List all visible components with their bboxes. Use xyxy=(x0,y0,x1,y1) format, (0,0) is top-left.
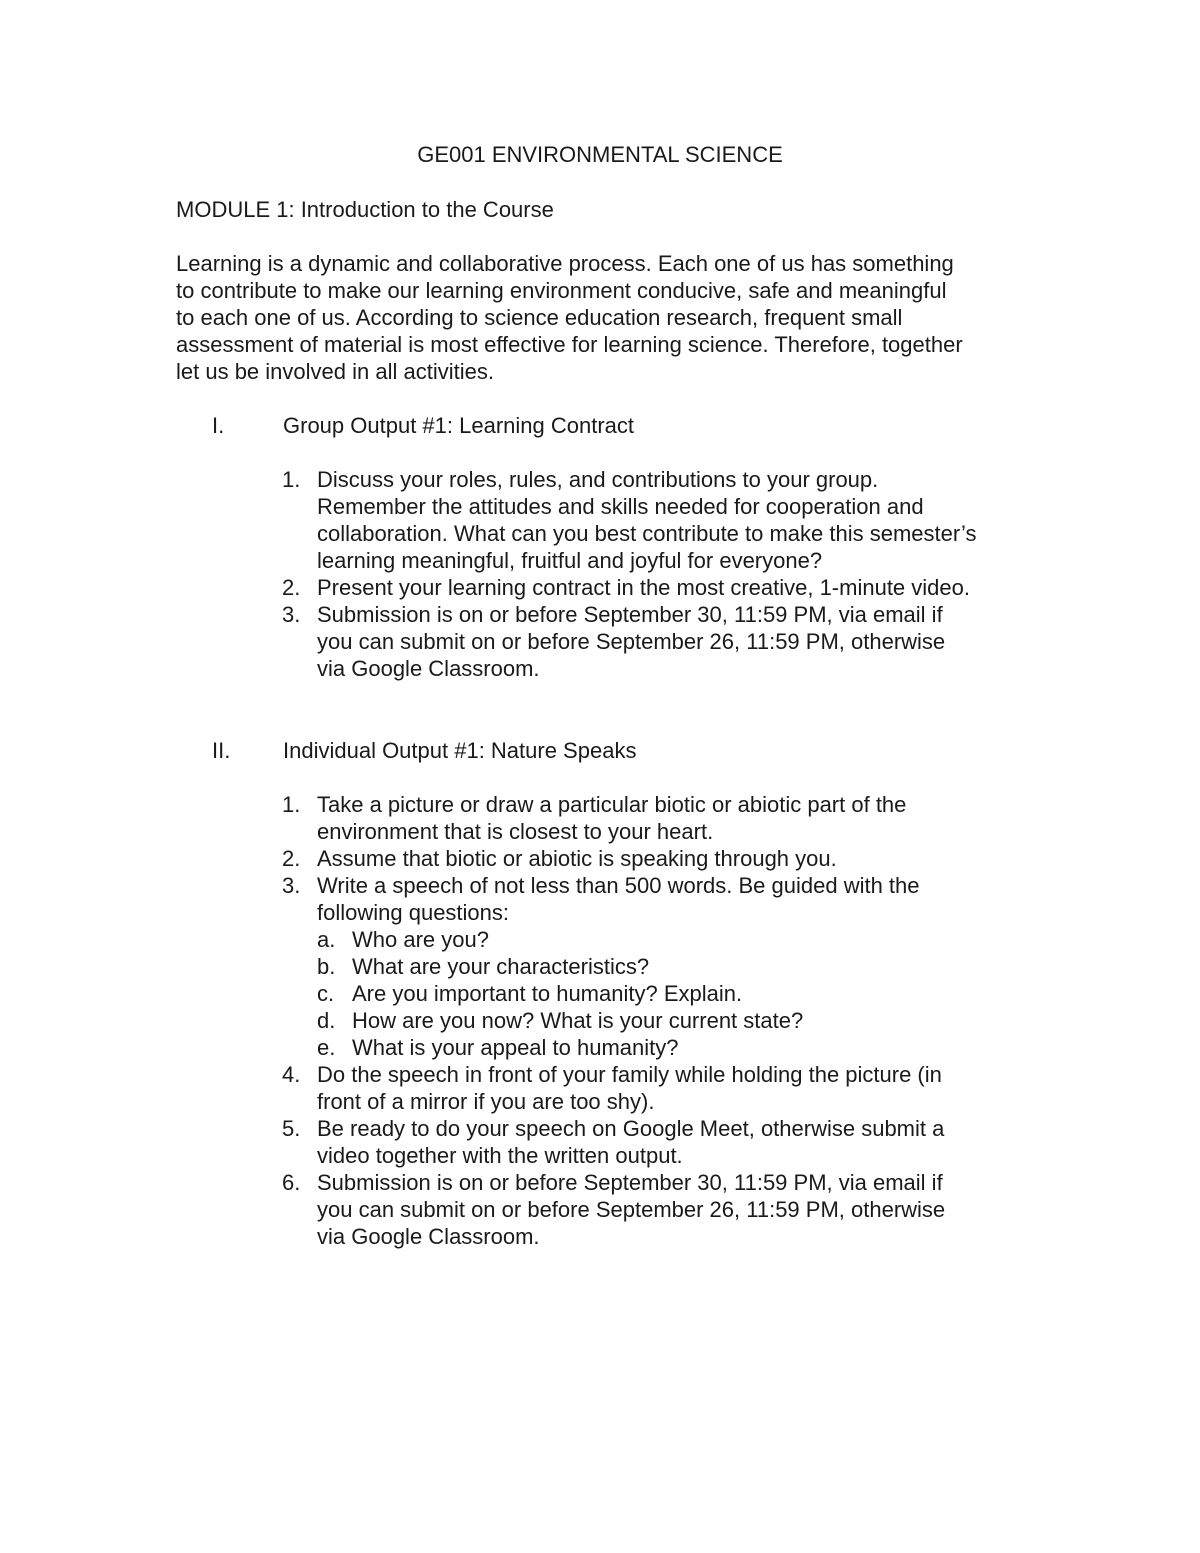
section-numeral: I. xyxy=(212,413,225,438)
section-title: Individual Output #1: Nature Speaks xyxy=(283,738,637,763)
item-line: Present your learning contract in the most creative, 1-minute video. xyxy=(317,575,970,600)
section-numeral: II. xyxy=(212,738,231,763)
item-line: Discuss your roles, rules, and contributions to your group. xyxy=(317,467,879,492)
sub-item xyxy=(317,926,1042,953)
item-line: Submission is on or before September 30, 11:59 PM, via email if xyxy=(317,1170,943,1195)
sub-item xyxy=(317,1034,1042,1061)
item-line: following questions: xyxy=(317,900,510,925)
item-line: via Google Classroom. xyxy=(317,1224,540,1249)
item-line: learning meaningful, fruitful and joyful for everyone? xyxy=(317,548,823,573)
sub-item-letter: a. xyxy=(317,927,336,952)
list-item xyxy=(282,791,1042,845)
item-line: collaboration. What can you best contribute to make this semester’s xyxy=(317,521,977,546)
sub-item-text: What are your characteristics? xyxy=(352,954,650,979)
sub-item-letter: e. xyxy=(317,1035,336,1060)
sub-item-text: What is your appeal to humanity? xyxy=(352,1035,679,1060)
item-number: 4. xyxy=(282,1062,301,1087)
intro-line: to each one of us. According to science education research, frequent small xyxy=(176,305,903,330)
sub-item-text: Are you important to humanity? Explain. xyxy=(352,981,743,1006)
sub-item-letter: b. xyxy=(317,954,336,979)
sub-item-text: How are you now? What is your current state? xyxy=(352,1008,804,1033)
section-2-list xyxy=(282,791,1042,1250)
intro-line: assessment of material is most effective for learning science. Therefore, together xyxy=(176,332,963,357)
list-item xyxy=(282,1061,1042,1115)
section-title: Group Output #1: Learning Contract xyxy=(283,413,634,438)
item-line: Assume that biotic or abiotic is speaking through you. xyxy=(317,846,837,871)
intro-paragraph xyxy=(176,250,1036,385)
item-line: you can submit on or before September 26, 11:59 PM, otherwise xyxy=(317,1197,946,1222)
sub-item xyxy=(317,953,1042,980)
item-line: Submission is on or before September 30, 11:59 PM, via email if xyxy=(317,602,943,627)
list-item xyxy=(282,601,1042,682)
sub-item-text: Who are you? xyxy=(352,927,489,952)
list-item xyxy=(282,845,1042,872)
item-number: 3. xyxy=(282,873,301,898)
section-1-list xyxy=(282,466,1042,682)
sub-item-letter: d. xyxy=(317,1008,336,1033)
intro-line: Learning is a dynamic and collaborative process. Each one of us has something xyxy=(176,251,954,276)
item-number: 1. xyxy=(282,467,301,492)
document-title: GE001 ENVIRONMENTAL SCIENCE xyxy=(417,142,783,167)
item-number: 5. xyxy=(282,1116,301,1141)
module-heading: MODULE 1: Introduction to the Course xyxy=(176,197,554,222)
intro-line: to contribute to make our learning environment conducive, safe and meaningful xyxy=(176,278,947,303)
item-line: via Google Classroom. xyxy=(317,656,540,681)
list-item xyxy=(282,466,1042,574)
item-line: video together with the written output. xyxy=(317,1143,683,1168)
item-number: 2. xyxy=(282,575,301,600)
list-item xyxy=(282,872,1042,1061)
sub-item xyxy=(317,1007,1042,1034)
intro-line: let us be involved in all activities. xyxy=(176,359,494,384)
list-item xyxy=(282,574,1042,601)
item-line: you can submit on or before September 26, 11:59 PM, otherwise xyxy=(317,629,946,654)
item-line: Write a speech of not less than 500 words. Be guided with the xyxy=(317,873,920,898)
item-line: Remember the attitudes and skills needed for cooperation and xyxy=(317,494,924,519)
item-line: Take a picture or draw a particular biotic or abiotic part of the xyxy=(317,792,907,817)
sub-item xyxy=(317,980,1042,1007)
list-item xyxy=(282,1169,1042,1250)
item-line: environment that is closest to your heart. xyxy=(317,819,714,844)
item-number: 2. xyxy=(282,846,301,871)
sub-item-letter: c. xyxy=(317,981,335,1006)
item-number: 6. xyxy=(282,1170,301,1195)
item-number: 1. xyxy=(282,792,301,817)
item-line: Be ready to do your speech on Google Meet, otherwise submit a xyxy=(317,1116,945,1141)
list-item xyxy=(282,1115,1042,1169)
item-line: front of a mirror if you are too shy). xyxy=(317,1089,655,1114)
item-number: 3. xyxy=(282,602,301,627)
item-line: Do the speech in front of your family while holding the picture (in xyxy=(317,1062,942,1087)
